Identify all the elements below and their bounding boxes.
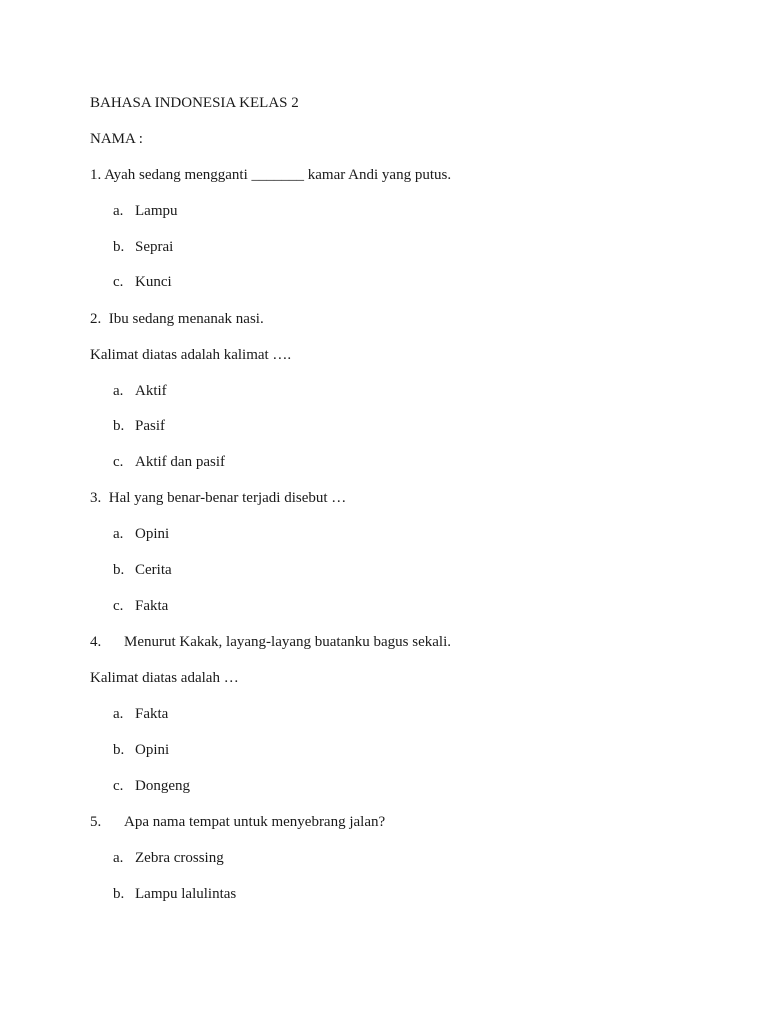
option-text: Opini bbox=[135, 742, 170, 758]
option-text: Zebra crossing bbox=[135, 850, 224, 866]
option-text: Fakta bbox=[135, 598, 169, 614]
option-2b bbox=[113, 417, 165, 435]
option-5b bbox=[113, 885, 236, 903]
option-text: Dongeng bbox=[135, 778, 190, 794]
option-2c bbox=[113, 453, 225, 471]
question-4-prompt: Kalimat diatas adalah … bbox=[90, 670, 239, 686]
question-number: 1. bbox=[90, 167, 102, 183]
option-1c bbox=[113, 273, 172, 291]
question-text: Hal yang benar-benar terjadi disebut … bbox=[108, 490, 347, 506]
option-text: Seprai bbox=[135, 239, 174, 255]
option-text: Opini bbox=[135, 526, 170, 542]
option-letter: c. bbox=[113, 274, 124, 290]
option-text: Cerita bbox=[135, 562, 172, 578]
document-title: BAHASA INDONESIA KELAS 2 bbox=[90, 95, 299, 111]
option-letter: a. bbox=[113, 383, 124, 399]
option-1b bbox=[113, 238, 173, 256]
question-text: Ayah sedang mengganti _______ kamar Andi yang putus. bbox=[104, 167, 452, 183]
option-4a bbox=[113, 705, 168, 723]
option-text: Lampu bbox=[135, 203, 178, 219]
question-2-prompt: Kalimat diatas adalah kalimat …. bbox=[90, 347, 292, 363]
option-4c bbox=[113, 777, 190, 795]
option-text: Pasif bbox=[135, 418, 165, 434]
question-2 bbox=[90, 310, 264, 328]
option-letter: a. bbox=[113, 706, 124, 722]
option-5a bbox=[113, 849, 224, 867]
option-text: Fakta bbox=[135, 706, 169, 722]
option-letter: b. bbox=[113, 742, 125, 758]
option-text: Kunci bbox=[135, 274, 172, 290]
option-letter: b. bbox=[113, 418, 125, 434]
question-number: 4. bbox=[90, 634, 102, 650]
option-letter: a. bbox=[113, 526, 124, 542]
option-text: Aktif bbox=[135, 383, 167, 399]
option-letter: a. bbox=[113, 203, 124, 219]
option-text: Aktif dan pasif bbox=[135, 454, 225, 470]
question-text: Ibu sedang menanak nasi. bbox=[108, 311, 264, 327]
question-text: Menurut Kakak, layang-layang buatanku bagus sekali. bbox=[124, 634, 451, 650]
question-5 bbox=[90, 813, 385, 831]
name-label: NAMA : bbox=[90, 131, 143, 147]
option-letter: a. bbox=[113, 850, 124, 866]
option-letter: b. bbox=[113, 239, 125, 255]
option-3a bbox=[113, 525, 169, 543]
option-letter: b. bbox=[113, 886, 125, 902]
question-number: 3. bbox=[90, 490, 102, 506]
option-2a bbox=[113, 382, 167, 400]
question-4 bbox=[90, 633, 451, 651]
option-3c bbox=[113, 597, 168, 615]
question-text: Apa nama tempat untuk menyebrang jalan? bbox=[124, 814, 386, 830]
question-3 bbox=[90, 489, 346, 507]
question-1 bbox=[90, 166, 451, 184]
option-letter: c. bbox=[113, 454, 124, 470]
option-letter: c. bbox=[113, 778, 124, 794]
question-number: 2. bbox=[90, 311, 102, 327]
option-3b bbox=[113, 561, 172, 579]
option-4b bbox=[113, 741, 169, 759]
option-letter: b. bbox=[113, 562, 125, 578]
option-text: Lampu lalulintas bbox=[135, 886, 237, 902]
question-number: 5. bbox=[90, 814, 102, 830]
option-letter: c. bbox=[113, 598, 124, 614]
option-1a bbox=[113, 202, 178, 220]
